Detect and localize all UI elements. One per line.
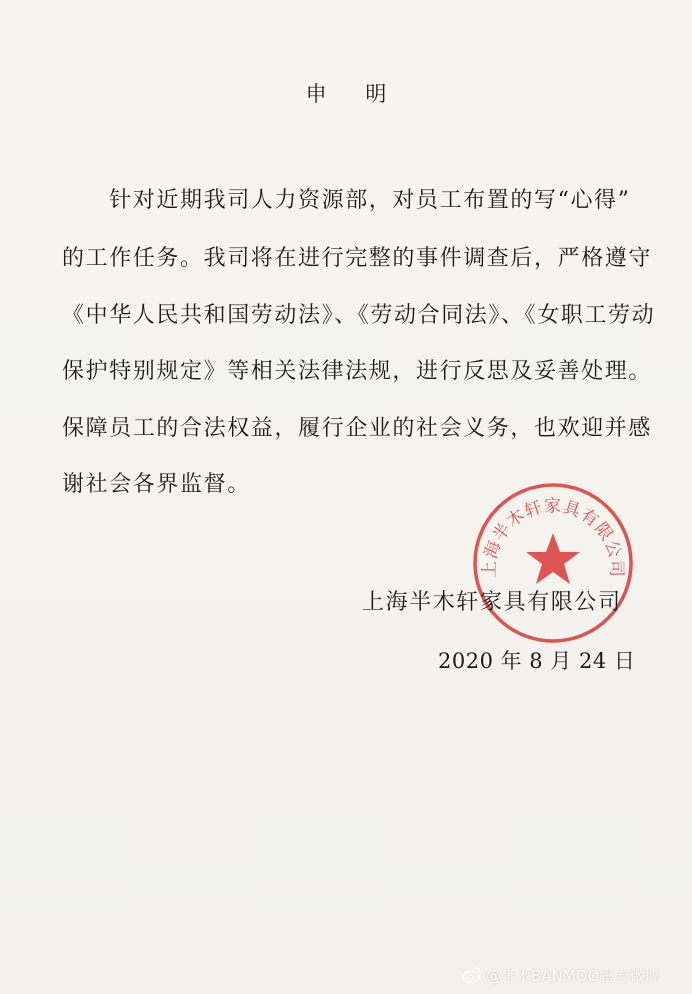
body-line-2: 的工作任务。我司将在进行完整的事件调查后，严格遵守 [62,246,653,271]
weibo-watermark [462,962,659,988]
weibo-icon [462,966,482,984]
body-line-1: 针对近期我司人力资源部，对员工布置的写“心得” [62,188,631,213]
document-date: 2020 年 8 月 24 日 [438,649,636,673]
body-line-5: 保障员工的合法权益，履行企业的社会义务，也欢迎并感 [62,416,653,441]
seal-star-icon [526,533,580,584]
svg-text:上海半木轩家具有限公司: 上海半木轩家具有限公司 [479,496,627,578]
body-line-6: 谢社会各界监督。 [62,472,251,497]
body-line-3: 《中华人民共和国劳动法》、《劳动合同法》、《女职工劳动 [62,303,656,328]
watermark-text: @半木BANMOO官方微博 [486,966,660,985]
company-seal [468,478,638,648]
company-name: 上海半木轩家具有限公司 [362,590,622,615]
document-title: 申 明 [305,82,403,106]
body-line-4: 保护特别规定》等相关法律法规，进行反思及妥善处理。 [62,359,653,384]
